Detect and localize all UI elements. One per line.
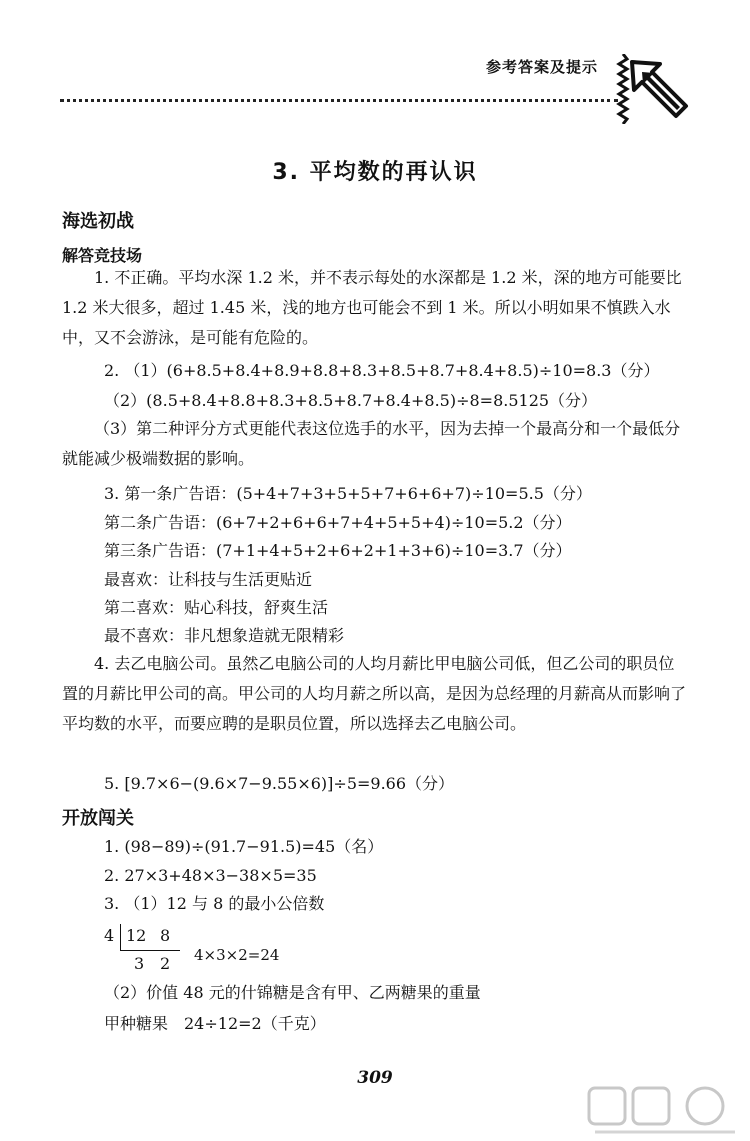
header-divider xyxy=(60,99,618,102)
open-answer-3-3: 甲种糖果 24÷12=2（千克） xyxy=(104,1014,326,1033)
subheading-jieda: 解答竞技场 xyxy=(62,246,143,265)
answer-4: 4. 去乙电脑公司。虽然乙电脑公司的人均月薪比甲电脑公司低，但乙公司的职员位置的月薪比甲公司的高。甲公司的人均月薪之所以高，是因为总经理的月薪高从而影响了平均数的水平，而要应聘的是职员位置，所以选择去乙电脑公司。 xyxy=(62,654,687,733)
division-quotient-b: 2 xyxy=(160,954,171,973)
division-number-a: 12 xyxy=(126,926,147,945)
open-answer-3-1: 3. （1）12 与 8 的最小公倍数 xyxy=(104,894,325,913)
page-title: 3. 平均数的再认识 xyxy=(272,160,478,185)
answer-3-5: 第二喜欢：贴心科技，舒爽生活 xyxy=(104,598,329,617)
answer-2-3: （3）第二种评分方式更能代表这位选手的水平，因为去掉一个最高分和一个最低分就能减少极端数据的影响。 xyxy=(62,419,681,468)
header-label: 参考答案及提示 xyxy=(486,58,599,76)
open-answer-2: 2. 27×3+48×3−38×5=35 xyxy=(104,866,317,885)
division-quotient-a: 3 xyxy=(134,954,145,973)
answer-5: 5. [9.7×6−(9.6×7−9.55×6)]÷5=9.66（分） xyxy=(104,774,455,793)
section-heading-haixuan: 海选初战 xyxy=(62,211,134,232)
division-result: 4×3×2=24 xyxy=(194,946,280,964)
watermark-seal xyxy=(585,1082,745,1137)
answer-3-3: 第三条广告语：(7+1+4+5+2+6+2+1+3+6)÷10=3.7（分） xyxy=(104,541,572,560)
division-bracket-vertical xyxy=(120,924,121,950)
section-heading-kaifang: 开放闯关 xyxy=(62,808,134,829)
header-arrow-icon xyxy=(630,60,690,122)
short-division xyxy=(102,922,302,972)
open-answer-3-2: （2）价值 48 元的什锦糖是含有甲、乙两糖果的重量 xyxy=(104,983,481,1002)
division-divisor: 4 xyxy=(104,926,115,945)
division-number-b: 8 xyxy=(160,926,171,945)
division-bracket-horizontal xyxy=(120,950,180,951)
answer-3-1: 3. 第一条广告语：(5+4+7+3+5+5+7+6+6+7)÷10=5.5（分） xyxy=(104,484,592,503)
open-answer-1: 1. (98−89)÷(91.7−91.5)=45（名） xyxy=(104,837,384,856)
answer-1: 1. 不正确。平均水深 1.2 米，并不表示每处的水深都是 1.2 米，深的地方可能要比 1.2 米大很多，超过 1.45 米，浅的地方也可能会不到 1 米。所以小明如果不慎跌入水中，又不会游泳，是可能有危险的。 xyxy=(62,268,682,347)
header-zigzag-decoration xyxy=(616,54,630,124)
answer-3-6: 最不喜欢：非凡想象造就无限精彩 xyxy=(104,626,345,645)
answer-3-2: 第二条广告语：(6+7+2+6+6+7+4+5+5+4)÷10=5.2（分） xyxy=(104,513,572,532)
answer-2-2: （2）(8.5+8.4+8.8+8.3+8.5+8.7+8.4+8.5)÷8=8.5125（分） xyxy=(104,391,598,410)
answer-2-1: 2. （1）(6+8.5+8.4+8.9+8.8+8.3+8.5+8.7+8.4+8.5)÷10=8.3（分） xyxy=(104,361,660,380)
answer-3-4: 最喜欢：让科技与生活更贴近 xyxy=(104,570,313,589)
page-number: 309 xyxy=(357,1068,393,1088)
